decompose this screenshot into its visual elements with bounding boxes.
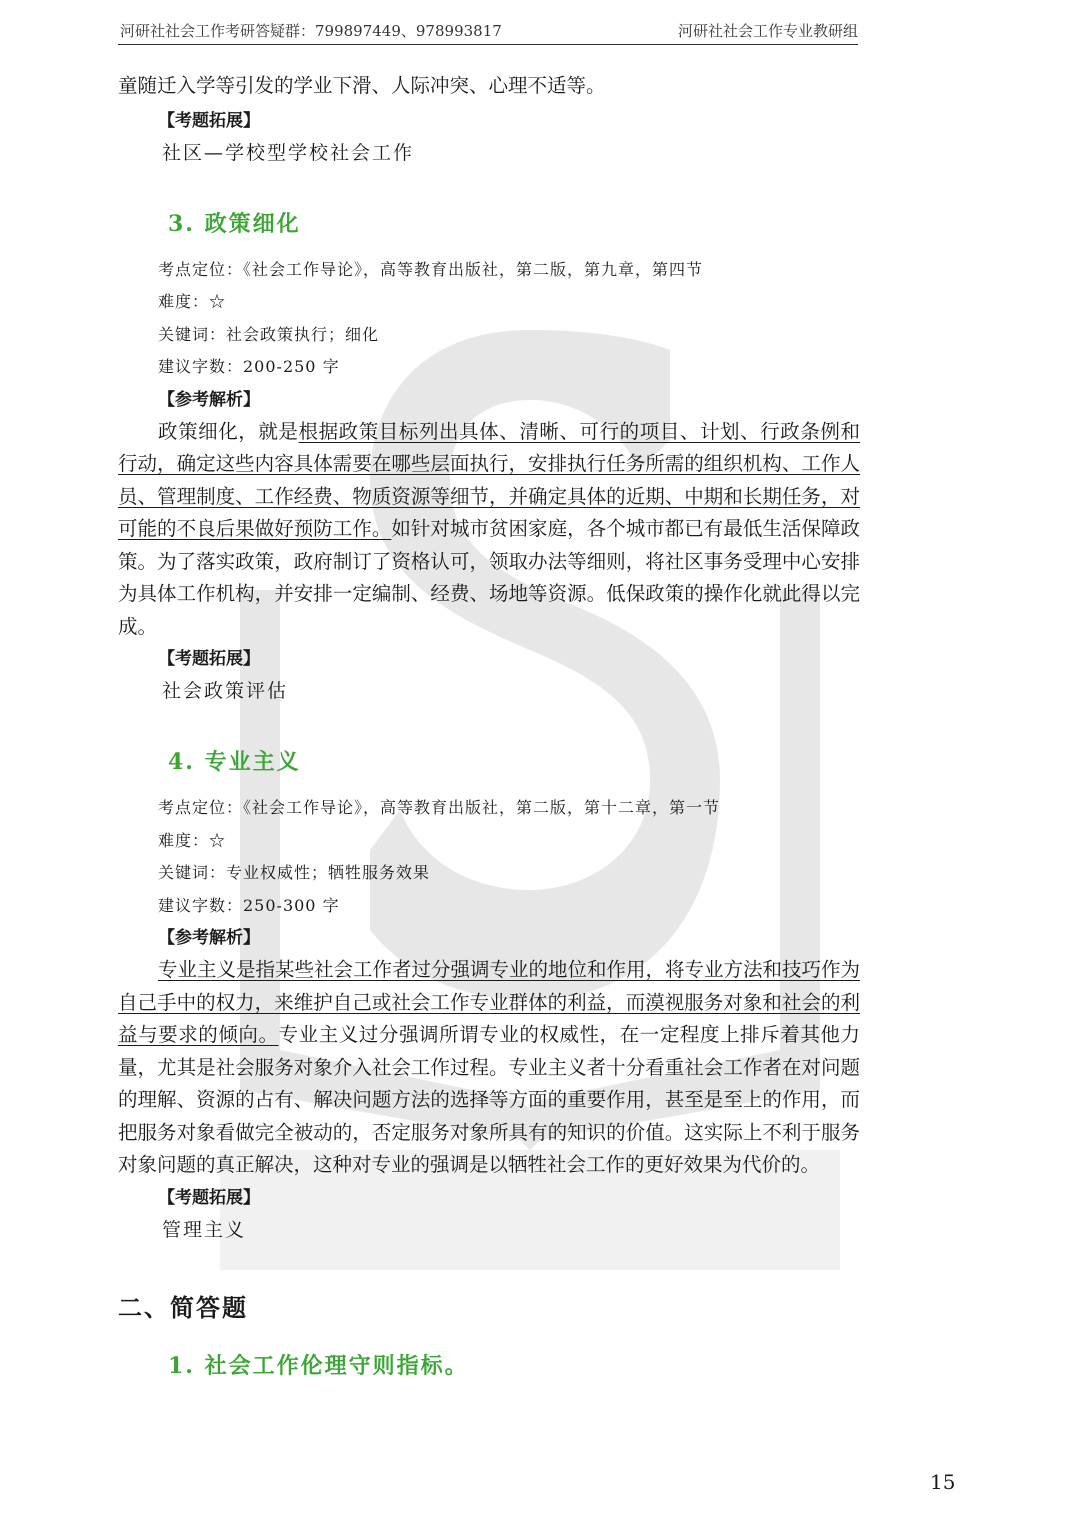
meta-difficulty: 难度：☆	[158, 830, 227, 850]
meta-location: 考点定位：《社会工作导论》，高等教育出版社，第二版，第十二章，第一节	[158, 798, 721, 817]
page-content	[118, 70, 860, 1380]
analysis-paragraph	[118, 954, 860, 1182]
extension-text: 社区—学校型学校社会工作	[162, 141, 415, 164]
extension-label: 【考题拓展】	[158, 649, 260, 669]
analysis-label: 【参考解析】	[158, 389, 260, 410]
top-fragment: 童随迁入学等引发的学业下滑、人际冲突、心理不适等。	[118, 74, 606, 97]
analysis-rest: 如针对城市贫困家庭，各个城市都已有最低生活保障政策。为了落实政策，政府制订了资格认可，领取办法等细则，将社区事务受理中心安排为具体工作机构，并安排一定编制、经费、场地等资源。低保政策的操作化就此得以完成。	[118, 517, 860, 638]
part-heading: 二、简答题	[118, 1292, 248, 1322]
meta-keywords: 关键词：社会政策执行；细化	[158, 324, 380, 344]
extension-label: 【考题拓展】	[158, 110, 260, 131]
analysis-paragraph	[118, 416, 860, 644]
analysis-underlined: 专业主义是指某些社会工作者过分强调专业的地位和作用，将专业方法和技巧作为自己手中的权力，来维护自己或社会工作专业群体的利益，而漠视服务对象和社会的利益与要求的倾向。	[118, 958, 861, 1046]
extension-label: 【考题拓展】	[158, 1187, 260, 1208]
section-heading-4: 4. 专业主义	[168, 749, 301, 775]
meta-location: 考点定位：《社会工作导论》，高等教育出版社，第二版，第九章，第四节	[158, 259, 704, 279]
header-right: 河研社社会工作专业教研组	[677, 22, 858, 40]
analysis-rest: 专业主义过分强调所谓专业的权威性，在一定程度上排斥着其他力量，尤其是社会服务对象介入社会工作过程。专业主义者十分看重社会工作者在对问题的理解、资源的占有、解决问题方法的选择等方面的重要作用，甚至是至上的作用，而把服务对象看做完全被动的，否定服务对象所具有的知识的价值。这实际上不利于服务对象问题的真正解决，这种对专业的强调是以牺牲社会工作的更好效果为代价的。	[118, 1023, 860, 1176]
analysis-underlined: 根据政策目标列出具体、清晰、可行的项目、计划、行政条例和行动，确定这些内容具体需要在哪些层面执行，安排执行任务所需的组织机构、工作人员、管理制度、工作经费、物质资源等细节，并确定具体的近期、中期和长期任务，对可能的不良后果做好预防工作。	[118, 419, 860, 540]
question-heading: 1. 社会工作伦理守则指标。	[168, 1352, 469, 1379]
extension-text: 社会政策评估	[162, 680, 289, 702]
extension-text: 管理主义	[162, 1218, 247, 1241]
analysis-lead: 政策细化，就是	[158, 419, 299, 443]
meta-word-count: 建议字数：250-300 字	[158, 895, 340, 915]
meta-word-count: 建议字数：200-250 字	[158, 357, 340, 376]
meta-difficulty: 难度：☆	[158, 292, 227, 311]
header-left: 河研社社会工作考研答疑群：799897449、978993817	[120, 22, 502, 40]
meta-keywords: 关键词：专业权威性；牺牲服务效果	[158, 863, 431, 882]
analysis-label: 【参考解析】	[158, 928, 260, 948]
section-heading-3: 3. 政策细化	[168, 210, 301, 237]
page-header	[118, 14, 858, 45]
page-number: 15	[930, 1470, 956, 1494]
